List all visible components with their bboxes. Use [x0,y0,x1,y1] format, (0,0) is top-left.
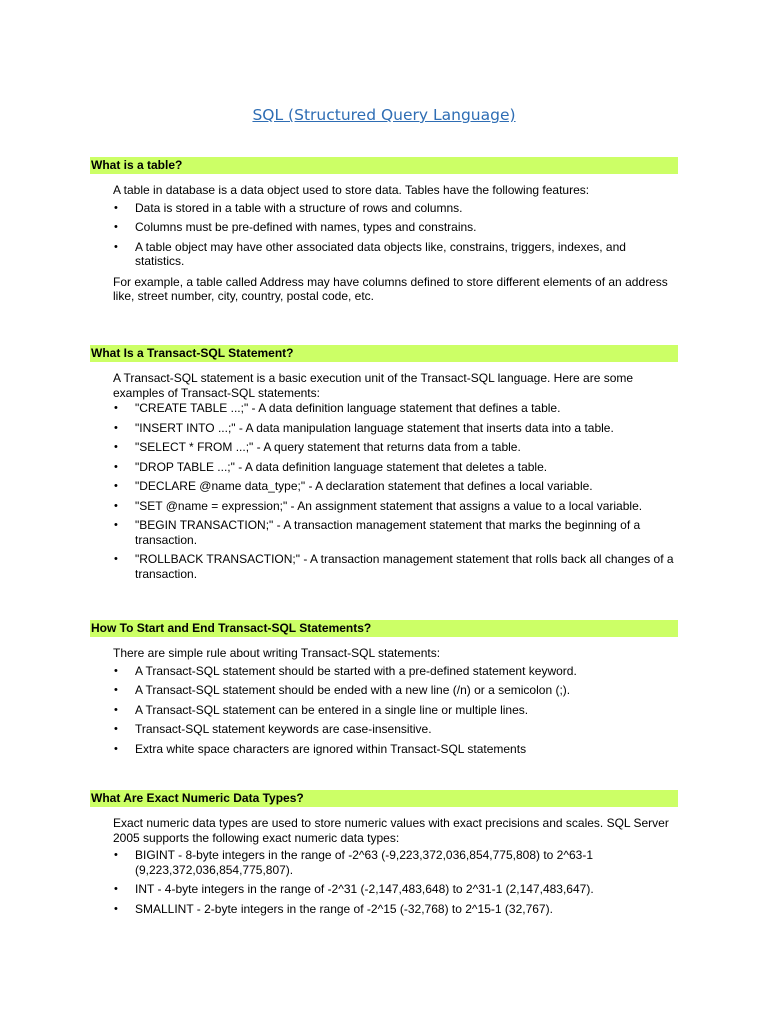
list-item-text: "DECLARE @name data_type;" - A declaration statement that defines a local variable. [135,479,593,493]
bullet-icon: • [114,441,118,453]
bullet-icon: • [114,684,118,696]
list-item-text: A table object may have other associated data objects like, constrains, triggers, indexes, and statistics. [135,239,626,268]
list-item [113,552,678,581]
list-item [113,240,678,269]
section-intro: A Transact-SQL statement is a basic execution unit of the Transact-SQL language. Here are some examples of Transact-SQL statements: [113,371,634,400]
list-item-text: "BEGIN TRANSACTION;" - A transaction management statement that marks the beginning of a transaction. [135,518,641,547]
list-item-text: A Transact-SQL statement should be ended with a new line (/n) or a semicolon (;). [135,683,571,697]
list-item [113,518,678,547]
section-exact-numeric-types [90,790,678,921]
section-heading: What Are Exact Numeric Data Types? [90,790,678,807]
bullet-icon: • [114,240,118,253]
bullet-icon: • [114,201,118,214]
list-item [113,882,678,897]
bullet-icon: • [114,402,118,414]
list-item-text: "SET @name = expression;" - An assignment statement that assigns a value to a local variable. [135,498,643,513]
section-intro: A table in database is a data object used to store data. Tables have the following features: [113,183,590,197]
list-item-text: "SELECT * FROM ...;" - A query statement that returns data from a table. [135,440,521,454]
list-item-text: SMALLINT - 2-byte integers in the range of -2^15 (-32,768) to 2^15-1 (32,767). [135,901,553,916]
list-item [113,421,678,436]
bullet-icon: • [114,742,118,755]
list-item [113,440,678,455]
list-item-text: A Transact-SQL statement should be started with a pre-defined statement keyword. [135,663,577,678]
list-item-text: Columns must be pre-defined with names, types and constrains. [135,220,477,234]
list-item [113,401,678,416]
list-item [113,479,678,494]
list-item [113,742,678,757]
section-intro: Exact numeric data types are used to store numeric values with exact precisions and scales. SQL Server 2005 supports the following exact numeric data types: [113,816,669,845]
bullet-icon: • [114,553,118,565]
section-start-end-statements [90,620,678,761]
list-item [113,848,678,877]
list-item [113,683,678,698]
list-item [113,201,678,216]
bullet-icon: • [114,519,118,531]
section-heading: What is a table? [90,157,678,174]
list-item-text: "DROP TABLE ...;" - A data definition language statement that deletes a table. [135,459,548,474]
list-item-text: INT - 4-byte integers in the range of -2^31 (-2,147,483,648) to 2^31-1 (2,147,483,647). [135,882,594,896]
bullet-icon: • [114,723,118,735]
list-item [113,460,678,475]
list-item [113,220,678,235]
bullet-icon: • [114,480,118,492]
bullet-icon: • [114,849,118,861]
list-item-text: Data is stored in a table with a structure of rows and columns. [135,200,463,215]
section-transact-sql-statement [90,345,678,586]
list-item [113,902,678,917]
list-item-text: A Transact-SQL statement can be entered in a single line or multiple lines. [135,702,529,717]
bullet-icon: • [114,902,118,915]
list-item-text: BIGINT - 8-byte integers in the range of -2^63 (-9,223,372,036,854,775,808) to 2^63-1 (9,223,372,036,854,775,807). [135,848,593,877]
list-item [113,722,678,737]
section-intro: There are simple rule about writing Transact-SQL statements: [113,646,441,660]
bullet-icon: • [114,664,118,677]
list-item-text: Transact-SQL statement keywords are case-insensitive. [135,722,432,736]
bullet-icon: • [114,460,118,473]
section-what-is-a-table [90,157,678,304]
bullet-icon: • [114,703,118,716]
bullet-icon: • [114,499,118,512]
bullet-icon: • [114,883,118,895]
list-item [113,703,678,718]
bullet-icon: • [114,221,118,233]
section-heading: How To Start and End Transact-SQL Statements? [90,620,678,637]
bullet-icon: • [114,421,118,434]
list-item [113,499,678,514]
list-item-text: "CREATE TABLE ...;" - A data definition language statement that defines a table. [135,401,561,415]
list-item-text: "INSERT INTO ...;" - A data manipulation language statement that inserts data into a table. [135,420,614,435]
list-item [113,664,678,679]
section-outro: For example, a table called Address may have columns defined to store different elements of an address like, street number, city, country, postal code, etc. [113,274,668,303]
document-title: SQL (Structured Query Language) [252,106,516,124]
section-heading: What Is a Transact-SQL Statement? [90,345,678,362]
list-item-text: "ROLLBACK TRANSACTION;" - A transaction management statement that rolls back all changes of a transaction. [135,552,674,581]
list-item-text: Extra white space characters are ignored within Transact-SQL statements [135,741,527,756]
